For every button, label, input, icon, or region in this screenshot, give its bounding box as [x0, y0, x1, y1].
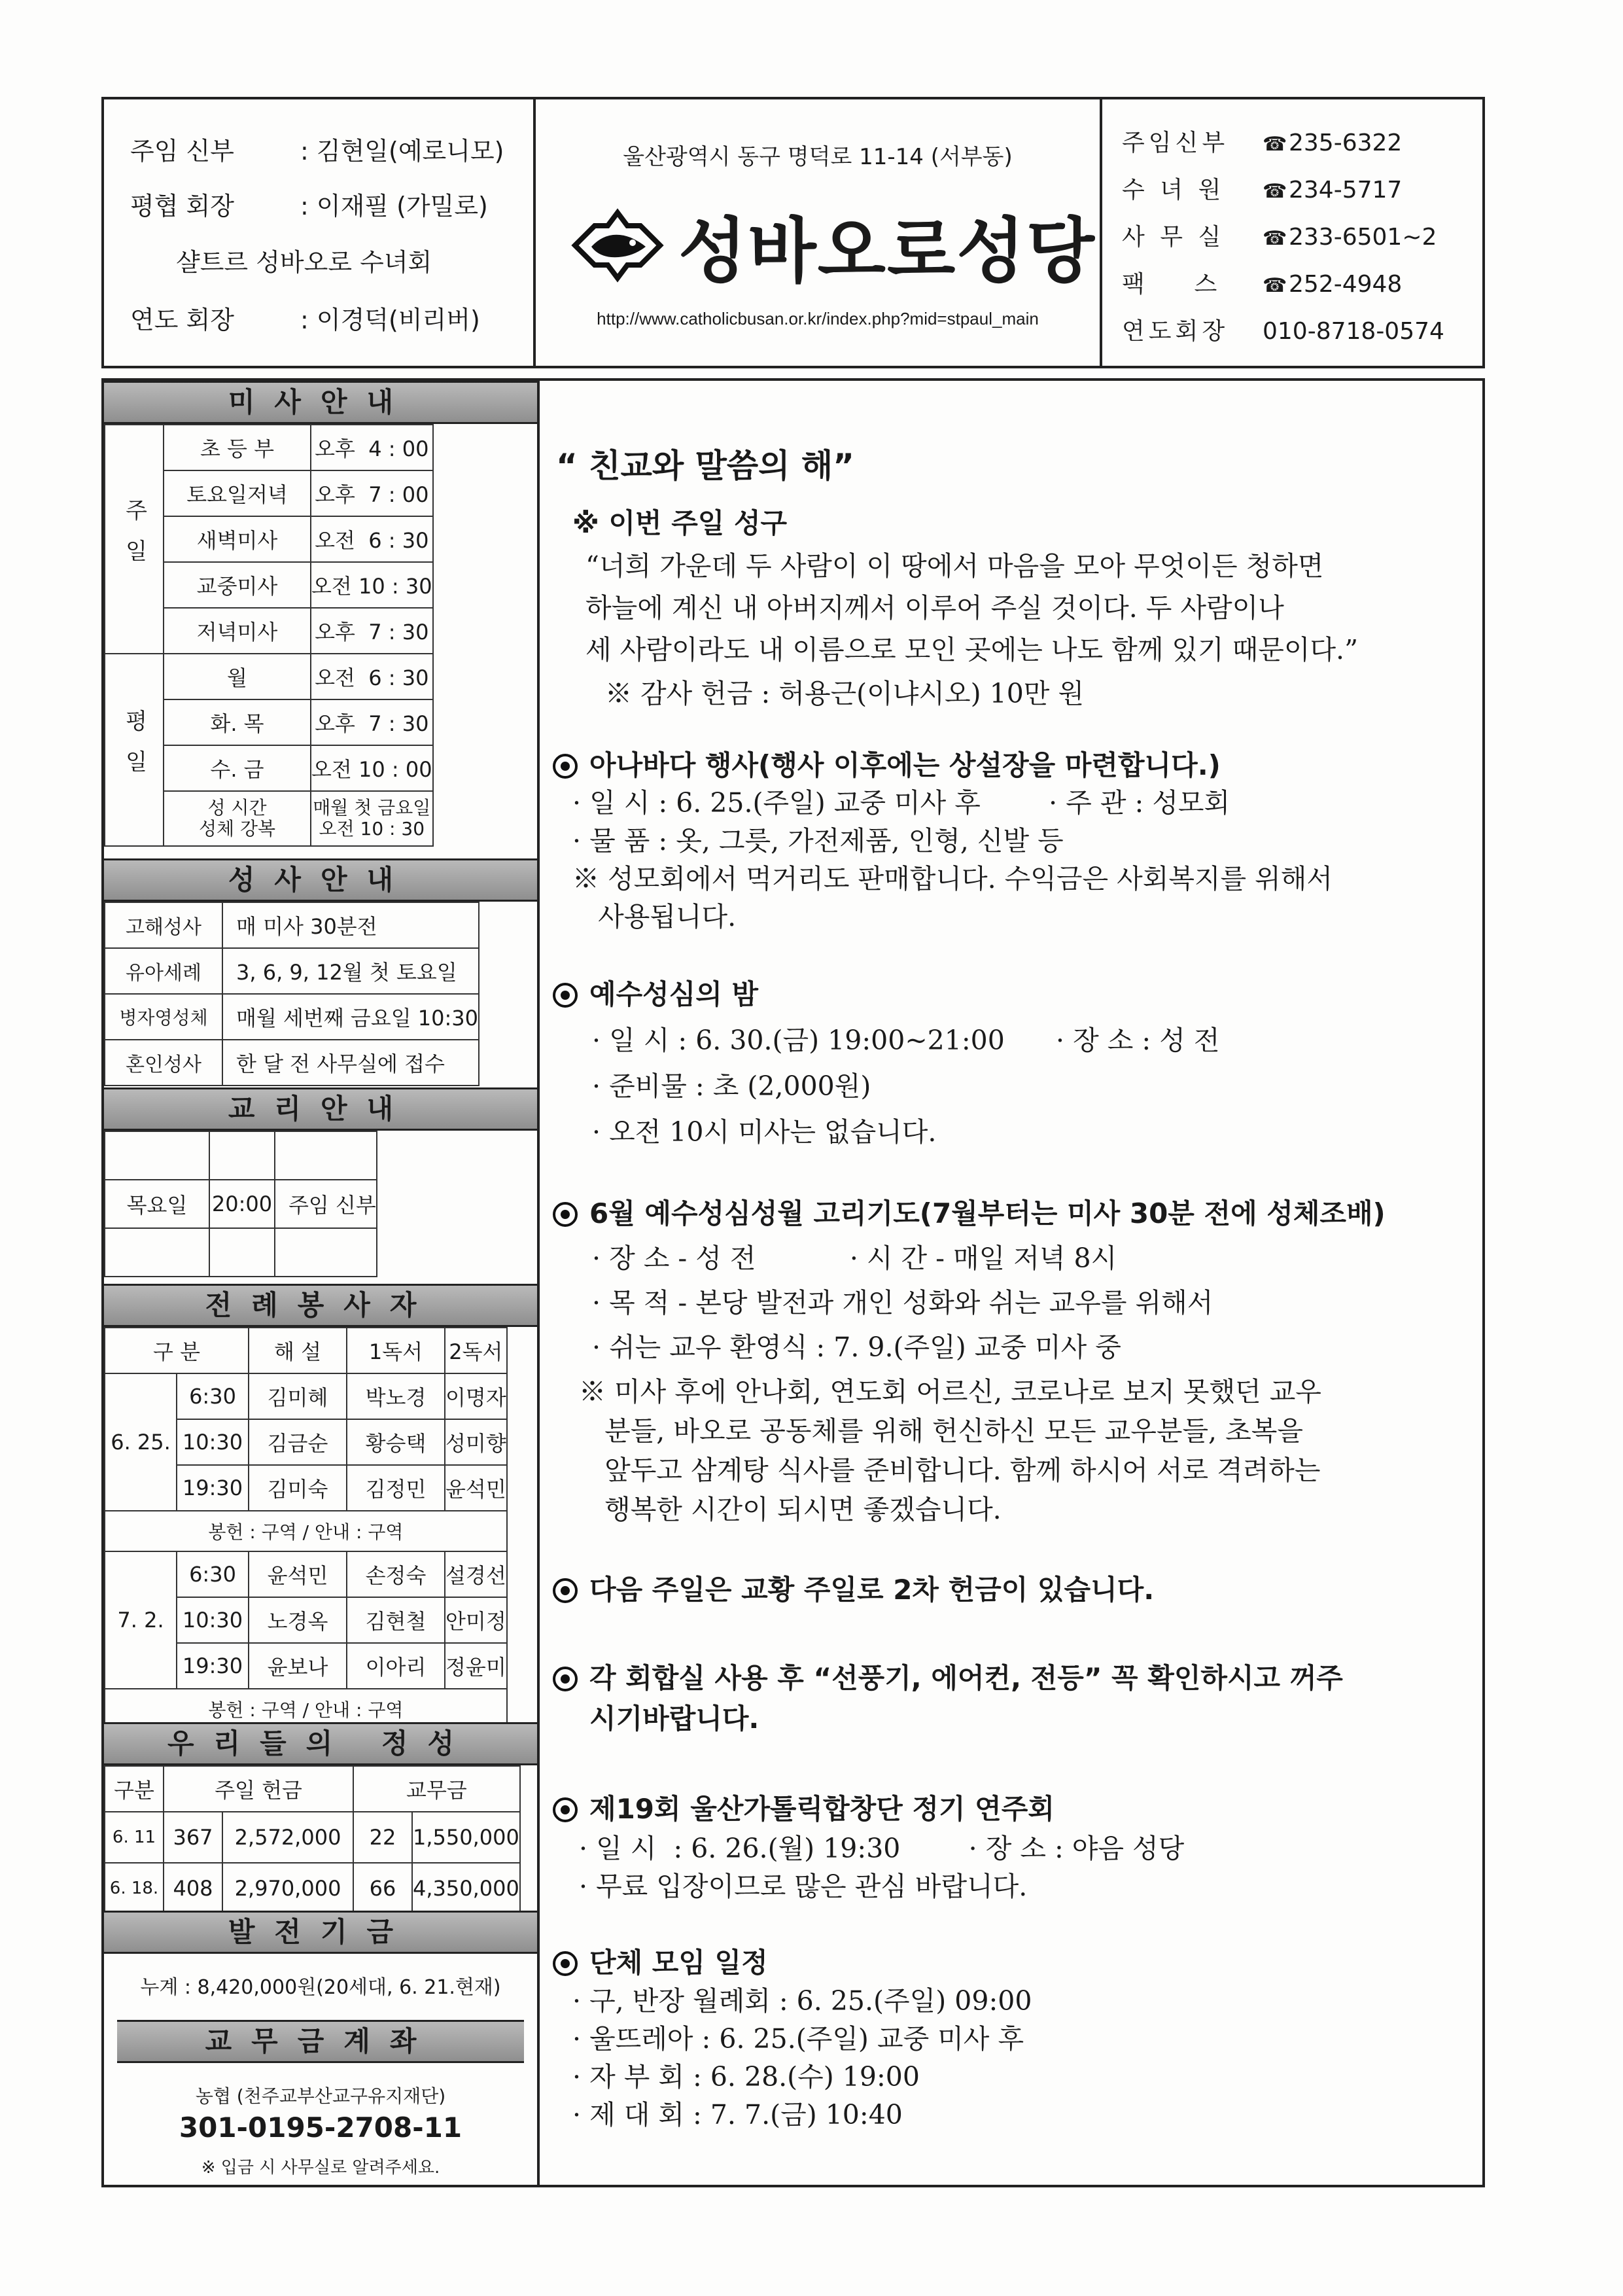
church-name: 성바오로성당 — [678, 211, 1096, 292]
notice-line: · 무료 입장이므로 많은 관심 바랍니다. — [579, 1871, 1028, 1902]
account-number: 301-0195-2708-11 — [179, 2111, 462, 2144]
staff-row: 평협 회장 : 이재필 (가밀로) — [130, 192, 488, 221]
contact-row: 연도회장 010-8718-0574 — [1122, 318, 1444, 345]
church-address: 울산광역시 동구 명덕로 11-14 (서부동) — [623, 144, 1013, 170]
staff-row: 연도 회장 : 이경덕(비리버) — [130, 306, 480, 334]
header-contacts — [1102, 97, 1485, 368]
notice-line: · 장 소 - 성 전 · 시 간 - 매일 저녁 8시 — [592, 1243, 1117, 1274]
notice-line: ※ 성모회에서 먹거리도 판매합니다. 수익금은 사회복지를 위해서 — [572, 863, 1333, 894]
main-content — [540, 378, 1485, 2187]
verse-line: 하늘에 계신 내 아버지께서 이루어 주실 것이다. 두 사람이나 — [585, 592, 1284, 624]
contact-row: 사 무 실 ☎233-6501~2 — [1122, 224, 1437, 251]
notice-line: ※ 미사 후에 안나회, 연도회 어르신, 코로나로 보지 못했던 교우 — [579, 1376, 1321, 1407]
bullseye-icon — [553, 754, 578, 779]
bullseye-icon — [553, 1202, 578, 1227]
notice-title: 제19회 울산가톨릭합창단 정기 연주회 — [553, 1788, 1055, 1827]
notice-line: · 오전 10시 미사는 없습니다. — [592, 1116, 937, 1148]
phone-icon: ☎ — [1263, 274, 1287, 297]
sacrament-title: 성사안내 — [104, 858, 537, 902]
liturgy-title: 전례봉사자 — [104, 1284, 537, 1327]
liturgy-table: 구 분 해 설 1독서 2독서 6. 25. 6:30 김미혜 박노경 이명자 10:30 김금순 황승택 성미향 19:30 김미숙 김정민 윤석민 봉헌 : 구역 / 안내 : 구역 7. 2. 6:30 윤석민 손정숙 설경선 10:30 노경옥 김현철 안미정 19:30 윤보나 이아리 정윤미 봉헌 : 구역 / 안내 : 구역 — [104, 1327, 508, 1730]
staff-row: 샬트르 성바오로 수녀회 — [176, 248, 432, 277]
notice-title: 다음 주일은 교황 주일로 2차 헌금이 있습니다. — [553, 1568, 1154, 1608]
mass-table: 주일 초 등 부 오후 4 : 00 토요일저녁 오후 7 : 00 새벽미사 오전 6 : 30 교중미사 오전 10 : 30 저녁미사 오후 7 : 30 평일 월 오전 6 : 30 화. 목 오후 7 : 30 수. 금 오전 10 : 00 성 시간 성체 강복 매월 첫 금요일 오전 10 : 30 — [104, 424, 434, 847]
bullseye-icon — [553, 1578, 578, 1603]
bullseye-icon — [553, 1951, 578, 1976]
notice-line: · 일 시 : 6. 26.(월) 19:30 · 장 소 : 야음 성당 — [579, 1833, 1185, 1864]
contact-row: 주임신부 ☎235-6322 — [1122, 130, 1403, 156]
bullseye-icon — [553, 1667, 578, 1691]
notice-line: 앞두고 삼계탕 식사를 준비합니다. 함께 하시어 서로 격려하는 — [579, 1455, 1321, 1486]
catechism-title: 교리안내 — [104, 1087, 537, 1131]
notice-title: 단체 모임 일정 — [553, 1941, 768, 1981]
verse-line: “너희 가운데 두 사람이 이 땅에서 마음을 모아 무엇이든 청하면 — [585, 550, 1324, 582]
account-title: 교무금계좌 — [117, 2020, 524, 2063]
fund-title: 발전기금 — [104, 1911, 537, 1954]
notice-line: · 일 시 : 6. 25.(주일) 교중 미사 후 · 주 관 : 성모회 — [572, 787, 1230, 819]
fund-text: 누계 : 8,420,000원(20세대, 6. 21.현재) — [140, 1976, 501, 1999]
church-url[interactable]: http://www.catholicbusan.or.kr/index.php?mid=stpaul_main — [597, 309, 1039, 328]
header-staff — [101, 97, 533, 368]
notice-title: 아나바다 행사(행사 이후에는 상설장을 마련합니다.) — [553, 744, 1221, 783]
notice-line: · 물 품 : 옷, 그릇, 가전제품, 인형, 신발 등 — [572, 825, 1064, 857]
left-sidebar — [101, 378, 540, 2187]
header-church — [533, 97, 1102, 368]
notice-line: · 울뜨레아 : 6. 25.(주일) 교중 미사 후 — [572, 2023, 1024, 2055]
phone-icon: ☎ — [1263, 180, 1287, 203]
offering-title: 우리들의 정성 — [104, 1722, 537, 1765]
sunday-label: 주일 — [105, 425, 164, 654]
notice-line: · 제 대 회 : 7. 7.(금) 10:40 — [572, 2099, 903, 2130]
contact-row: 수 녀 원 ☎234-5717 — [1122, 177, 1403, 203]
notice-line: 행복한 시간이 되시면 좋겠습니다. — [579, 1494, 1002, 1525]
mass-title: 미사안내 — [104, 381, 537, 424]
sacrament-table: 고해성사 매 미사 30분전 유아세례 3, 6, 9, 12월 첫 토요일 병자영성체 매월 세번째 금요일 10:30 혼인성사 한 달 전 사무실에 접수 — [104, 902, 480, 1086]
notice-title: 6월 예수성심성월 고리기도(7월부터는 미사 30분 전에 성체조배) — [553, 1192, 1386, 1231]
notice-title: 예수성심의 밤 — [553, 973, 758, 1012]
thanks-offering: ※ 감사 헌금 : 허용근(이냐시오) 10만 원 — [605, 678, 1085, 709]
notice-line: · 구, 반장 월례회 : 6. 25.(주일) 09:00 — [572, 1985, 1032, 2017]
notice-line: · 일 시 : 6. 30.(금) 19:00~21:00 · 장 소 : 성 전 — [592, 1025, 1220, 1056]
offering-table: 구분 주일 헌금 교무금 6. 11 367 2,572,000 22 1,550,000 6. 18. 408 2,970,000 66 4,350,000 — [104, 1765, 521, 1915]
notice-title-cont: 시기바랍니다. — [589, 1703, 759, 1735]
year-title: “ 친교와 말씀의 해” — [556, 447, 855, 485]
notice-title: 각 회합실 사용 후 “선풍기, 에어컨, 전등” 꼭 확인하시고 꺼주 — [553, 1657, 1343, 1696]
notice-line: · 목 적 - 본당 발전과 개인 성화와 쉬는 교우를 위해서 — [592, 1287, 1213, 1318]
phone-icon: ☎ — [1263, 227, 1287, 250]
contact-row: 팩 스 ☎252-4948 — [1122, 271, 1403, 298]
weekday-label: 평일 — [105, 654, 164, 846]
catechism-table: 목요일 20:00 주임 신부 — [104, 1131, 377, 1277]
notice-line: · 자 부 회 : 6. 28.(수) 19:00 — [572, 2061, 920, 2093]
church-logo-icon — [568, 206, 667, 285]
notice-line: · 쉬는 교우 환영식 : 7. 9.(주일) 교중 미사 중 — [592, 1332, 1121, 1363]
account-note: ※ 입금 시 사무실로 알려주세요. — [201, 2158, 440, 2178]
notice-line: 분들, 바오로 공동체를 위해 헌신하신 모든 교우분들, 초복을 — [579, 1415, 1303, 1447]
notice-line: 사용됩니다. — [572, 901, 737, 932]
bullseye-icon — [553, 983, 578, 1008]
verse-label: ※ 이번 주일 성구 — [572, 507, 788, 539]
staff-row: 주임 신부 : 김현일(예로니모) — [130, 137, 504, 166]
account-bank: 농협 (천주교부산교구유지재단) — [195, 2085, 446, 2107]
notice-line: · 준비물 : 초 (2,000원) — [592, 1070, 871, 1102]
phone-icon: ☎ — [1263, 133, 1287, 156]
bullseye-icon — [553, 1797, 578, 1822]
verse-line: 세 사람이라도 내 이름으로 모인 곳에는 나도 함께 있기 때문이다.” — [585, 634, 1359, 665]
